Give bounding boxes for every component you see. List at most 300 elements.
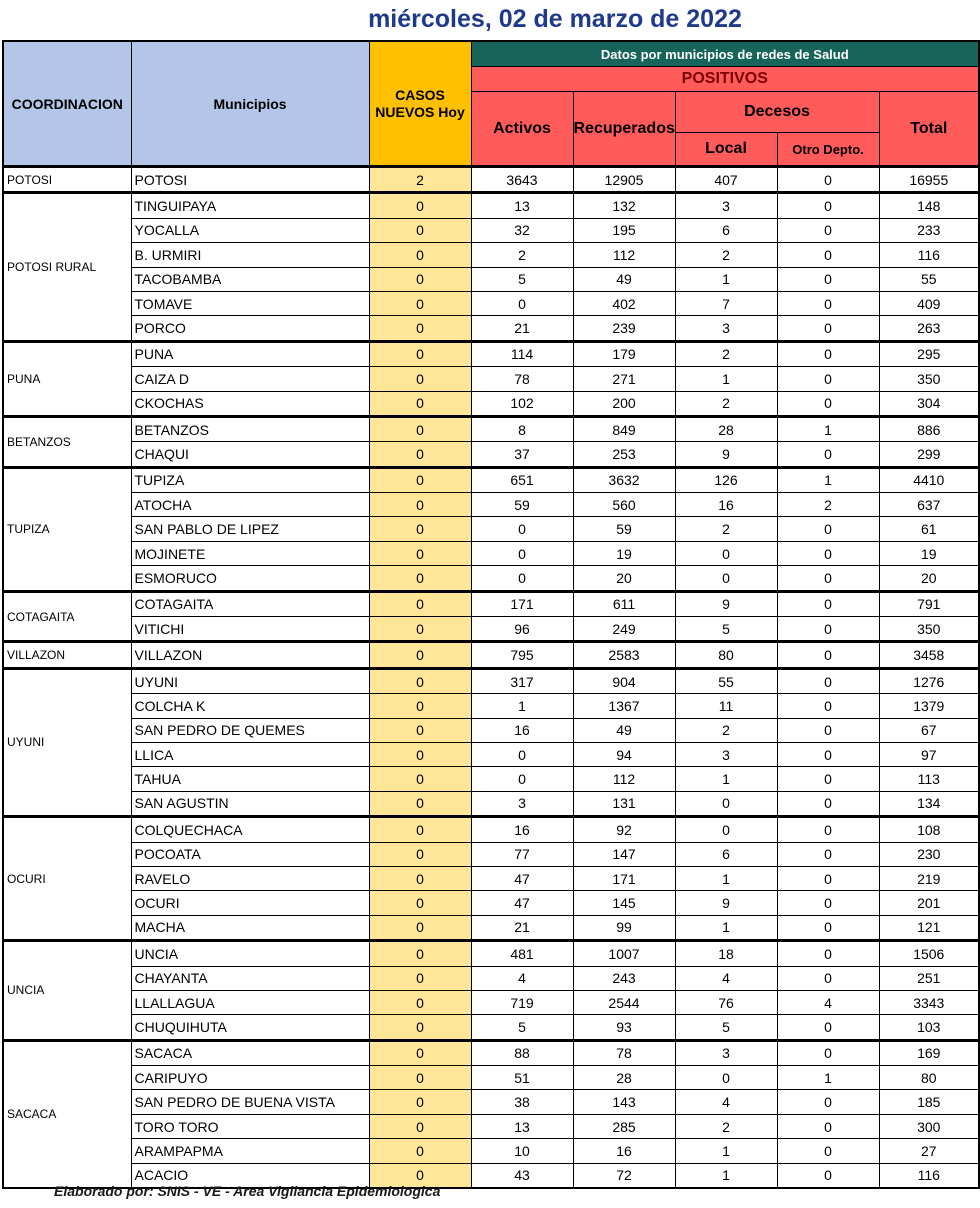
table-row: [3, 990, 979, 1014]
cell-activos: 32: [471, 218, 573, 242]
cell-decesos-otro-depto: 0: [777, 243, 879, 267]
cell-recuperados: 195: [573, 218, 675, 242]
table-row: [3, 517, 979, 541]
cell-decesos-local: 3: [675, 193, 777, 218]
cell-casos-nuevos: 0: [369, 718, 471, 742]
cell-casos-nuevos: 0: [369, 915, 471, 940]
cell-decesos-local: 2: [675, 1114, 777, 1138]
cell-casos-nuevos: 0: [369, 566, 471, 591]
cell-activos: 114: [471, 341, 573, 366]
cell-decesos-local: 1: [675, 767, 777, 791]
cell-decesos-otro-depto: 0: [777, 391, 879, 416]
cell-decesos-otro-depto: 0: [777, 767, 879, 791]
header-municipios: Municipios: [131, 41, 369, 167]
cell-decesos-local: 2: [675, 243, 777, 267]
cell-decesos-local: 9: [675, 591, 777, 616]
cell-activos: 8: [471, 416, 573, 441]
cell-municipio: ATOCHA: [131, 493, 369, 517]
cell-total: 80: [879, 1066, 979, 1090]
cell-coordinacion: POTOSI: [3, 167, 131, 193]
cell-total: 304: [879, 391, 979, 416]
cell-total: 19: [879, 541, 979, 565]
cell-activos: 0: [471, 541, 573, 565]
cell-decesos-otro-depto: 0: [777, 193, 879, 218]
cell-municipio: LLALLAGUA: [131, 990, 369, 1014]
cell-recuperados: 904: [573, 668, 675, 693]
table-row: [3, 218, 979, 242]
cell-casos-nuevos: 0: [369, 1163, 471, 1188]
table-row: [3, 167, 979, 193]
cell-municipio: SAN PEDRO DE BUENA VISTA: [131, 1090, 369, 1114]
table-row: [3, 668, 979, 693]
cell-decesos-local: 2: [675, 718, 777, 742]
cell-municipio: POCOATA: [131, 842, 369, 866]
cell-total: 55: [879, 267, 979, 291]
cell-casos-nuevos: 0: [369, 218, 471, 242]
cell-total: 134: [879, 791, 979, 816]
table-row: [3, 391, 979, 416]
cell-decesos-local: 9: [675, 891, 777, 915]
cell-recuperados: 171: [573, 866, 675, 890]
cell-municipio: ACACIO: [131, 1163, 369, 1188]
cell-activos: 102: [471, 391, 573, 416]
cell-decesos-otro-depto: 0: [777, 267, 879, 291]
cell-coordinacion: OCURI: [3, 817, 131, 941]
header-local: Local: [675, 133, 777, 167]
cell-casos-nuevos: 0: [369, 668, 471, 693]
cell-total: 1506: [879, 941, 979, 966]
header-total: Total: [879, 92, 979, 167]
cell-decesos-otro-depto: 0: [777, 167, 879, 193]
cell-activos: 96: [471, 617, 573, 642]
cell-decesos-otro-depto: 0: [777, 842, 879, 866]
cell-activos: 0: [471, 517, 573, 541]
header-activos: Activos: [471, 92, 573, 167]
cell-total: 113: [879, 767, 979, 791]
cell-casos-nuevos: 0: [369, 617, 471, 642]
table-row: [3, 1090, 979, 1114]
table-row: [3, 341, 979, 366]
cell-total: 67: [879, 718, 979, 742]
cell-activos: 16: [471, 817, 573, 842]
cell-casos-nuevos: 0: [369, 591, 471, 616]
cell-decesos-local: 11: [675, 694, 777, 718]
cell-recuperados: 49: [573, 267, 675, 291]
cell-total: 97: [879, 742, 979, 766]
cell-recuperados: 560: [573, 493, 675, 517]
cell-casos-nuevos: 0: [369, 642, 471, 668]
cell-casos-nuevos: 0: [369, 341, 471, 366]
cell-casos-nuevos: 0: [369, 416, 471, 441]
cell-decesos-local: 1: [675, 866, 777, 890]
cell-total: 251: [879, 966, 979, 990]
cell-decesos-local: 1: [675, 367, 777, 391]
cell-recuperados: 611: [573, 591, 675, 616]
cell-recuperados: 271: [573, 367, 675, 391]
cell-recuperados: 2544: [573, 990, 675, 1014]
cell-municipio: POTOSI: [131, 167, 369, 193]
cell-recuperados: 59: [573, 517, 675, 541]
cell-decesos-local: 18: [675, 941, 777, 966]
cell-activos: 13: [471, 1114, 573, 1138]
cell-recuperados: 3632: [573, 467, 675, 492]
cell-recuperados: 179: [573, 341, 675, 366]
cell-casos-nuevos: 0: [369, 891, 471, 915]
table-body: [3, 167, 979, 1189]
table-row: [3, 541, 979, 565]
table-row: [3, 291, 979, 315]
cell-recuperados: 239: [573, 316, 675, 341]
cell-decesos-otro-depto: 0: [777, 915, 879, 940]
cell-activos: 13: [471, 193, 573, 218]
cell-activos: 0: [471, 767, 573, 791]
cell-coordinacion: COTAGAITA: [3, 591, 131, 642]
cell-recuperados: 249: [573, 617, 675, 642]
table-row: [3, 566, 979, 591]
table-row: [3, 891, 979, 915]
cell-activos: 2: [471, 243, 573, 267]
cell-casos-nuevos: 0: [369, 767, 471, 791]
cell-total: 103: [879, 1015, 979, 1040]
cell-decesos-local: 407: [675, 167, 777, 193]
table-row: [3, 617, 979, 642]
cell-decesos-local: 0: [675, 791, 777, 816]
header-otro-depto: Otro Depto.: [777, 133, 879, 167]
cell-decesos-otro-depto: 0: [777, 1090, 879, 1114]
cell-casos-nuevos: 0: [369, 1139, 471, 1163]
cell-coordinacion: SACACA: [3, 1040, 131, 1188]
cell-activos: 317: [471, 668, 573, 693]
cell-recuperados: 131: [573, 791, 675, 816]
cell-recuperados: 147: [573, 842, 675, 866]
table-row: [3, 493, 979, 517]
cell-total: 20: [879, 566, 979, 591]
cell-recuperados: 92: [573, 817, 675, 842]
table-row: [3, 966, 979, 990]
cell-decesos-local: 2: [675, 391, 777, 416]
cell-decesos-otro-depto: 0: [777, 791, 879, 816]
cell-municipio: VITICHI: [131, 617, 369, 642]
header-positivos: POSITIVOS: [471, 67, 979, 92]
cell-activos: 51: [471, 1066, 573, 1090]
cell-activos: 47: [471, 891, 573, 915]
cell-casos-nuevos: 0: [369, 1066, 471, 1090]
cell-total: 409: [879, 291, 979, 315]
cell-municipio: TORO TORO: [131, 1114, 369, 1138]
cell-activos: 3: [471, 791, 573, 816]
cell-decesos-otro-depto: 0: [777, 817, 879, 842]
cell-municipio: YOCALLA: [131, 218, 369, 242]
cell-activos: 78: [471, 367, 573, 391]
cell-municipio: CHAQUI: [131, 442, 369, 467]
cell-total: 300: [879, 1114, 979, 1138]
cell-coordinacion: POTOSI RURAL: [3, 193, 131, 341]
cell-recuperados: 72: [573, 1163, 675, 1188]
cell-recuperados: 94: [573, 742, 675, 766]
cell-municipio: MACHA: [131, 915, 369, 940]
cell-casos-nuevos: 0: [369, 243, 471, 267]
cell-activos: 5: [471, 267, 573, 291]
cell-total: 4410: [879, 467, 979, 492]
table-row: [3, 1066, 979, 1090]
cell-casos-nuevos: 0: [369, 442, 471, 467]
cell-activos: 719: [471, 990, 573, 1014]
table-row: [3, 267, 979, 291]
cell-municipio: TOMAVE: [131, 291, 369, 315]
cell-coordinacion: TUPIZA: [3, 467, 131, 591]
table-row: [3, 1139, 979, 1163]
table-row: [3, 367, 979, 391]
cell-decesos-local: 28: [675, 416, 777, 441]
cell-casos-nuevos: 0: [369, 742, 471, 766]
cell-decesos-otro-depto: 0: [777, 742, 879, 766]
cell-activos: 481: [471, 941, 573, 966]
cell-activos: 0: [471, 566, 573, 591]
cell-decesos-otro-depto: 0: [777, 891, 879, 915]
cell-activos: 0: [471, 291, 573, 315]
cell-total: 185: [879, 1090, 979, 1114]
cell-total: 3458: [879, 642, 979, 668]
cell-casos-nuevos: 0: [369, 1015, 471, 1040]
cell-municipio: CHAYANTA: [131, 966, 369, 990]
cell-municipio: TINGUIPAYA: [131, 193, 369, 218]
cell-recuperados: 1367: [573, 694, 675, 718]
cell-decesos-local: 3: [675, 316, 777, 341]
cell-coordinacion: UYUNI: [3, 668, 131, 816]
cell-municipio: TACOBAMBA: [131, 267, 369, 291]
table-row: [3, 642, 979, 668]
cell-total: 16955: [879, 167, 979, 193]
cell-decesos-local: 126: [675, 467, 777, 492]
table-row: [3, 193, 979, 218]
cell-total: 116: [879, 243, 979, 267]
cell-casos-nuevos: 0: [369, 1114, 471, 1138]
cell-recuperados: 200: [573, 391, 675, 416]
header-coordinacion: COORDINACION: [3, 41, 131, 167]
cell-municipio: TAHUA: [131, 767, 369, 791]
cell-casos-nuevos: 0: [369, 391, 471, 416]
cell-municipio: BETANZOS: [131, 416, 369, 441]
cell-total: 27: [879, 1139, 979, 1163]
cell-decesos-otro-depto: 1: [777, 416, 879, 441]
cell-total: 121: [879, 915, 979, 940]
cell-municipio: CARIPUYO: [131, 1066, 369, 1090]
table-row: [3, 718, 979, 742]
cell-decesos-local: 3: [675, 1040, 777, 1065]
cell-total: 1379: [879, 694, 979, 718]
cell-activos: 795: [471, 642, 573, 668]
cell-municipio: OCURI: [131, 891, 369, 915]
table-row: [3, 316, 979, 341]
cell-municipio: CHUQUIHUTA: [131, 1015, 369, 1040]
cell-activos: 3643: [471, 167, 573, 193]
cell-decesos-local: 0: [675, 566, 777, 591]
cell-casos-nuevos: 0: [369, 267, 471, 291]
table-row: [3, 941, 979, 966]
cell-casos-nuevos: 0: [369, 291, 471, 315]
cell-decesos-otro-depto: 0: [777, 218, 879, 242]
cell-municipio: ARAMPAPMA: [131, 1139, 369, 1163]
cell-total: 108: [879, 817, 979, 842]
cell-casos-nuevos: 0: [369, 1040, 471, 1065]
cell-decesos-otro-depto: 0: [777, 617, 879, 642]
cell-municipio: TUPIZA: [131, 467, 369, 492]
cell-activos: 88: [471, 1040, 573, 1065]
cell-recuperados: 285: [573, 1114, 675, 1138]
cell-total: 263: [879, 316, 979, 341]
cell-total: 295: [879, 341, 979, 366]
table-row: [3, 767, 979, 791]
cell-total: 886: [879, 416, 979, 441]
cell-decesos-local: 0: [675, 817, 777, 842]
cell-activos: 21: [471, 316, 573, 341]
cell-casos-nuevos: 0: [369, 941, 471, 966]
cell-decesos-local: 5: [675, 1015, 777, 1040]
cell-municipio: B. URMIRI: [131, 243, 369, 267]
cell-municipio: MOJINETE: [131, 541, 369, 565]
cell-decesos-otro-depto: 0: [777, 517, 879, 541]
cell-recuperados: 402: [573, 291, 675, 315]
cell-decesos-local: 76: [675, 990, 777, 1014]
cell-activos: 16: [471, 718, 573, 742]
cell-decesos-local: 0: [675, 1066, 777, 1090]
cell-decesos-local: 2: [675, 517, 777, 541]
cell-activos: 0: [471, 742, 573, 766]
cell-activos: 43: [471, 1163, 573, 1188]
cell-decesos-local: 1: [675, 1139, 777, 1163]
cell-decesos-local: 55: [675, 668, 777, 693]
cell-recuperados: 49: [573, 718, 675, 742]
cell-municipio: CAIZA D: [131, 367, 369, 391]
cell-total: 350: [879, 617, 979, 642]
cell-decesos-otro-depto: 1: [777, 467, 879, 492]
cell-casos-nuevos: 0: [369, 541, 471, 565]
cell-total: 116: [879, 1163, 979, 1188]
cell-decesos-otro-depto: 0: [777, 718, 879, 742]
cell-casos-nuevos: 2: [369, 167, 471, 193]
cell-decesos-local: 6: [675, 842, 777, 866]
cell-activos: 37: [471, 442, 573, 467]
cell-recuperados: 145: [573, 891, 675, 915]
cell-decesos-otro-depto: 0: [777, 566, 879, 591]
table-row: [3, 694, 979, 718]
table-row: [3, 791, 979, 816]
header-recuperados: Recuperados: [573, 92, 675, 167]
table-row: [3, 1015, 979, 1040]
cell-total: 169: [879, 1040, 979, 1065]
cell-decesos-local: 1: [675, 267, 777, 291]
cell-decesos-otro-depto: 0: [777, 694, 879, 718]
cell-decesos-local: 5: [675, 617, 777, 642]
cell-decesos-otro-depto: 1: [777, 1066, 879, 1090]
cell-municipio: UYUNI: [131, 668, 369, 693]
header-casos-nuevos: CASOS NUEVOS Hoy: [369, 41, 471, 167]
cell-activos: 47: [471, 866, 573, 890]
cell-recuperados: 19: [573, 541, 675, 565]
cell-recuperados: 2583: [573, 642, 675, 668]
cell-recuperados: 132: [573, 193, 675, 218]
cell-activos: 59: [471, 493, 573, 517]
cell-casos-nuevos: 0: [369, 817, 471, 842]
cell-municipio: COTAGAITA: [131, 591, 369, 616]
cell-total: 350: [879, 367, 979, 391]
cell-casos-nuevos: 0: [369, 866, 471, 890]
cell-decesos-otro-depto: 2: [777, 493, 879, 517]
table-row: [3, 817, 979, 842]
cell-casos-nuevos: 0: [369, 193, 471, 218]
cell-total: 230: [879, 842, 979, 866]
cell-recuperados: 12905: [573, 167, 675, 193]
cell-casos-nuevos: 0: [369, 842, 471, 866]
cell-decesos-otro-depto: 0: [777, 367, 879, 391]
cell-decesos-local: 80: [675, 642, 777, 668]
cell-casos-nuevos: 0: [369, 517, 471, 541]
cell-recuperados: 253: [573, 442, 675, 467]
cell-decesos-otro-depto: 0: [777, 316, 879, 341]
cell-municipio: ESMORUCO: [131, 566, 369, 591]
cell-casos-nuevos: 0: [369, 791, 471, 816]
cell-municipio: RAVELO: [131, 866, 369, 890]
cell-decesos-local: 1: [675, 915, 777, 940]
cell-activos: 77: [471, 842, 573, 866]
cell-total: 3343: [879, 990, 979, 1014]
cell-decesos-otro-depto: 0: [777, 1163, 879, 1188]
cell-decesos-otro-depto: 0: [777, 541, 879, 565]
cell-recuperados: 243: [573, 966, 675, 990]
table-row: [3, 866, 979, 890]
cell-total: 791: [879, 591, 979, 616]
cell-decesos-otro-depto: 0: [777, 291, 879, 315]
table-row: [3, 442, 979, 467]
cell-casos-nuevos: 0: [369, 367, 471, 391]
cell-decesos-local: 16: [675, 493, 777, 517]
cell-coordinacion: BETANZOS: [3, 416, 131, 467]
cell-decesos-otro-depto: 0: [777, 442, 879, 467]
cell-municipio: UNCIA: [131, 941, 369, 966]
covid-municipal-table: [2, 40, 980, 1189]
table-row: [3, 243, 979, 267]
cell-decesos-local: 4: [675, 1090, 777, 1114]
cell-municipio: VILLAZON: [131, 642, 369, 668]
cell-decesos-otro-depto: 0: [777, 866, 879, 890]
cell-municipio: SAN PEDRO DE QUEMES: [131, 718, 369, 742]
cell-activos: 38: [471, 1090, 573, 1114]
cell-decesos-otro-depto: 0: [777, 642, 879, 668]
cell-decesos-otro-depto: 0: [777, 941, 879, 966]
cell-recuperados: 143: [573, 1090, 675, 1114]
cell-decesos-local: 7: [675, 291, 777, 315]
cell-municipio: SACACA: [131, 1040, 369, 1065]
page-title: miércoles, 02 de marzo de 2022: [368, 5, 742, 33]
cell-activos: 21: [471, 915, 573, 940]
cell-decesos-local: 4: [675, 966, 777, 990]
cell-recuperados: 112: [573, 767, 675, 791]
table-row: [3, 591, 979, 616]
cell-casos-nuevos: 0: [369, 966, 471, 990]
cell-casos-nuevos: 0: [369, 1090, 471, 1114]
cell-decesos-otro-depto: 0: [777, 1015, 879, 1040]
cell-decesos-local: 2: [675, 341, 777, 366]
cell-activos: 1: [471, 694, 573, 718]
cell-municipio: PUNA: [131, 341, 369, 366]
cell-recuperados: 20: [573, 566, 675, 591]
cell-casos-nuevos: 0: [369, 467, 471, 492]
table-row: [3, 416, 979, 441]
table-row: [3, 467, 979, 492]
cell-total: 201: [879, 891, 979, 915]
cell-municipio: PORCO: [131, 316, 369, 341]
header-datos: Datos por municipios de redes de Salud: [471, 41, 979, 67]
